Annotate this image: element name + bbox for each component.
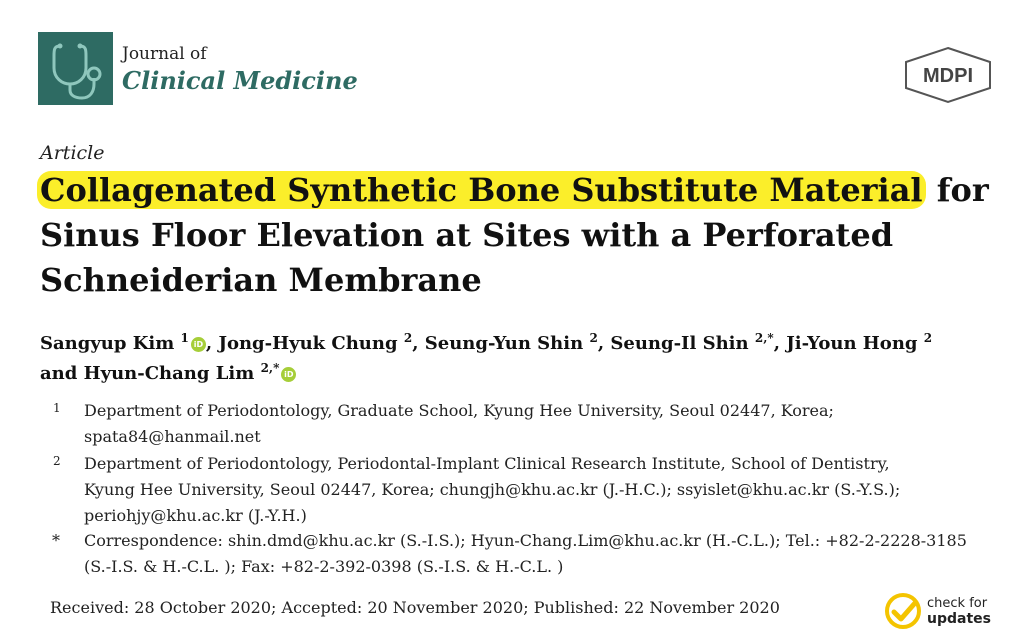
author-name: , Seung-Yun Shin <box>412 333 584 354</box>
author-affiliation-mark: 2 <box>403 331 413 345</box>
title-text-end: for <box>925 171 989 209</box>
title-line-2: Sinus Floor Elevation at Sites with a Perforated <box>40 216 894 254</box>
affiliation-text <box>84 451 1004 529</box>
affiliation-text <box>84 398 1004 450</box>
author-name: , Jong-Hyuk Chung <box>205 333 398 354</box>
mdpi-logo[interactable] <box>902 46 994 104</box>
correspondence-text <box>84 528 1004 580</box>
author-name: , Seung-Il Shin <box>597 333 749 354</box>
author-affiliation-mark: 2,* <box>260 361 280 375</box>
author-affiliation-mark: 2 <box>923 331 933 345</box>
correspondence-line: (S.-I.S. & H.-C.L. ); Fax: +82-2-392-0398 (S.-I.S. & H.-C.L. ) <box>84 557 564 576</box>
highlighted-title-text: Collagenated Synthetic Bone Substitute Material <box>37 171 926 209</box>
affiliation-line: Department of Periodontology, Graduate School, Kyung Hee University, Seoul 02447, Korea; <box>84 401 834 420</box>
article-type: Article <box>40 142 105 164</box>
correspondence-line: Correspondence: shin.dmd@khu.ac.kr (S.-I.S.); Hyun-Chang.Lim@khu.ac.kr (H.-C.L.); Tel.: +82-2-2228-3185 <box>84 531 967 550</box>
stethoscope-icon <box>38 32 113 105</box>
checkmark-icon <box>885 593 921 629</box>
correspondence-mark: * <box>52 531 60 550</box>
affiliation-number: 2 <box>53 454 61 468</box>
journal-logo <box>38 32 113 105</box>
orcid-icon[interactable]: iD <box>191 337 206 352</box>
author-affiliation-mark: 2,* <box>754 331 774 345</box>
author-name: and Hyun-Chang Lim <box>40 363 255 384</box>
affiliation-number: 1 <box>53 401 61 415</box>
publisher-name: MDPI <box>923 65 973 87</box>
author-name: Sangyup Kim <box>40 333 175 354</box>
publication-dates: Received: 28 October 2020; Accepted: 20 November 2020; Published: 22 November 2020 <box>50 598 780 617</box>
article-title <box>40 168 1000 303</box>
updates-label-line2: updates <box>927 611 991 627</box>
affiliation-line: periohjy@khu.ac.kr (J.-Y.H.) <box>84 506 307 525</box>
affiliation-line: Department of Periodontology, Periodontal-Implant Clinical Research Institute, School of Dentistry, <box>84 454 890 473</box>
author-list <box>40 329 990 389</box>
orcid-icon[interactable]: iD <box>281 367 296 382</box>
author-name: , Ji-Youn Hong <box>773 333 918 354</box>
title-line-3: Schneiderian Membrane <box>40 261 482 299</box>
author-affiliation-mark: 2 <box>589 331 598 345</box>
check-for-updates-button[interactable] <box>885 593 1005 633</box>
journal-prefix: Journal of <box>122 44 207 64</box>
updates-label-line1: check for <box>927 596 988 611</box>
affiliation-line: Kyung Hee University, Seoul 02447, Korea; chungjh@khu.ac.kr (J.-H.C.); ssyislet@khu.ac.kr (S.-Y.S.); <box>84 480 901 499</box>
journal-name: Clinical Medicine <box>122 66 358 95</box>
author-affiliation-mark: 1 <box>180 331 189 345</box>
affiliation-email[interactable]: spata84@hanmail.net <box>84 427 261 446</box>
